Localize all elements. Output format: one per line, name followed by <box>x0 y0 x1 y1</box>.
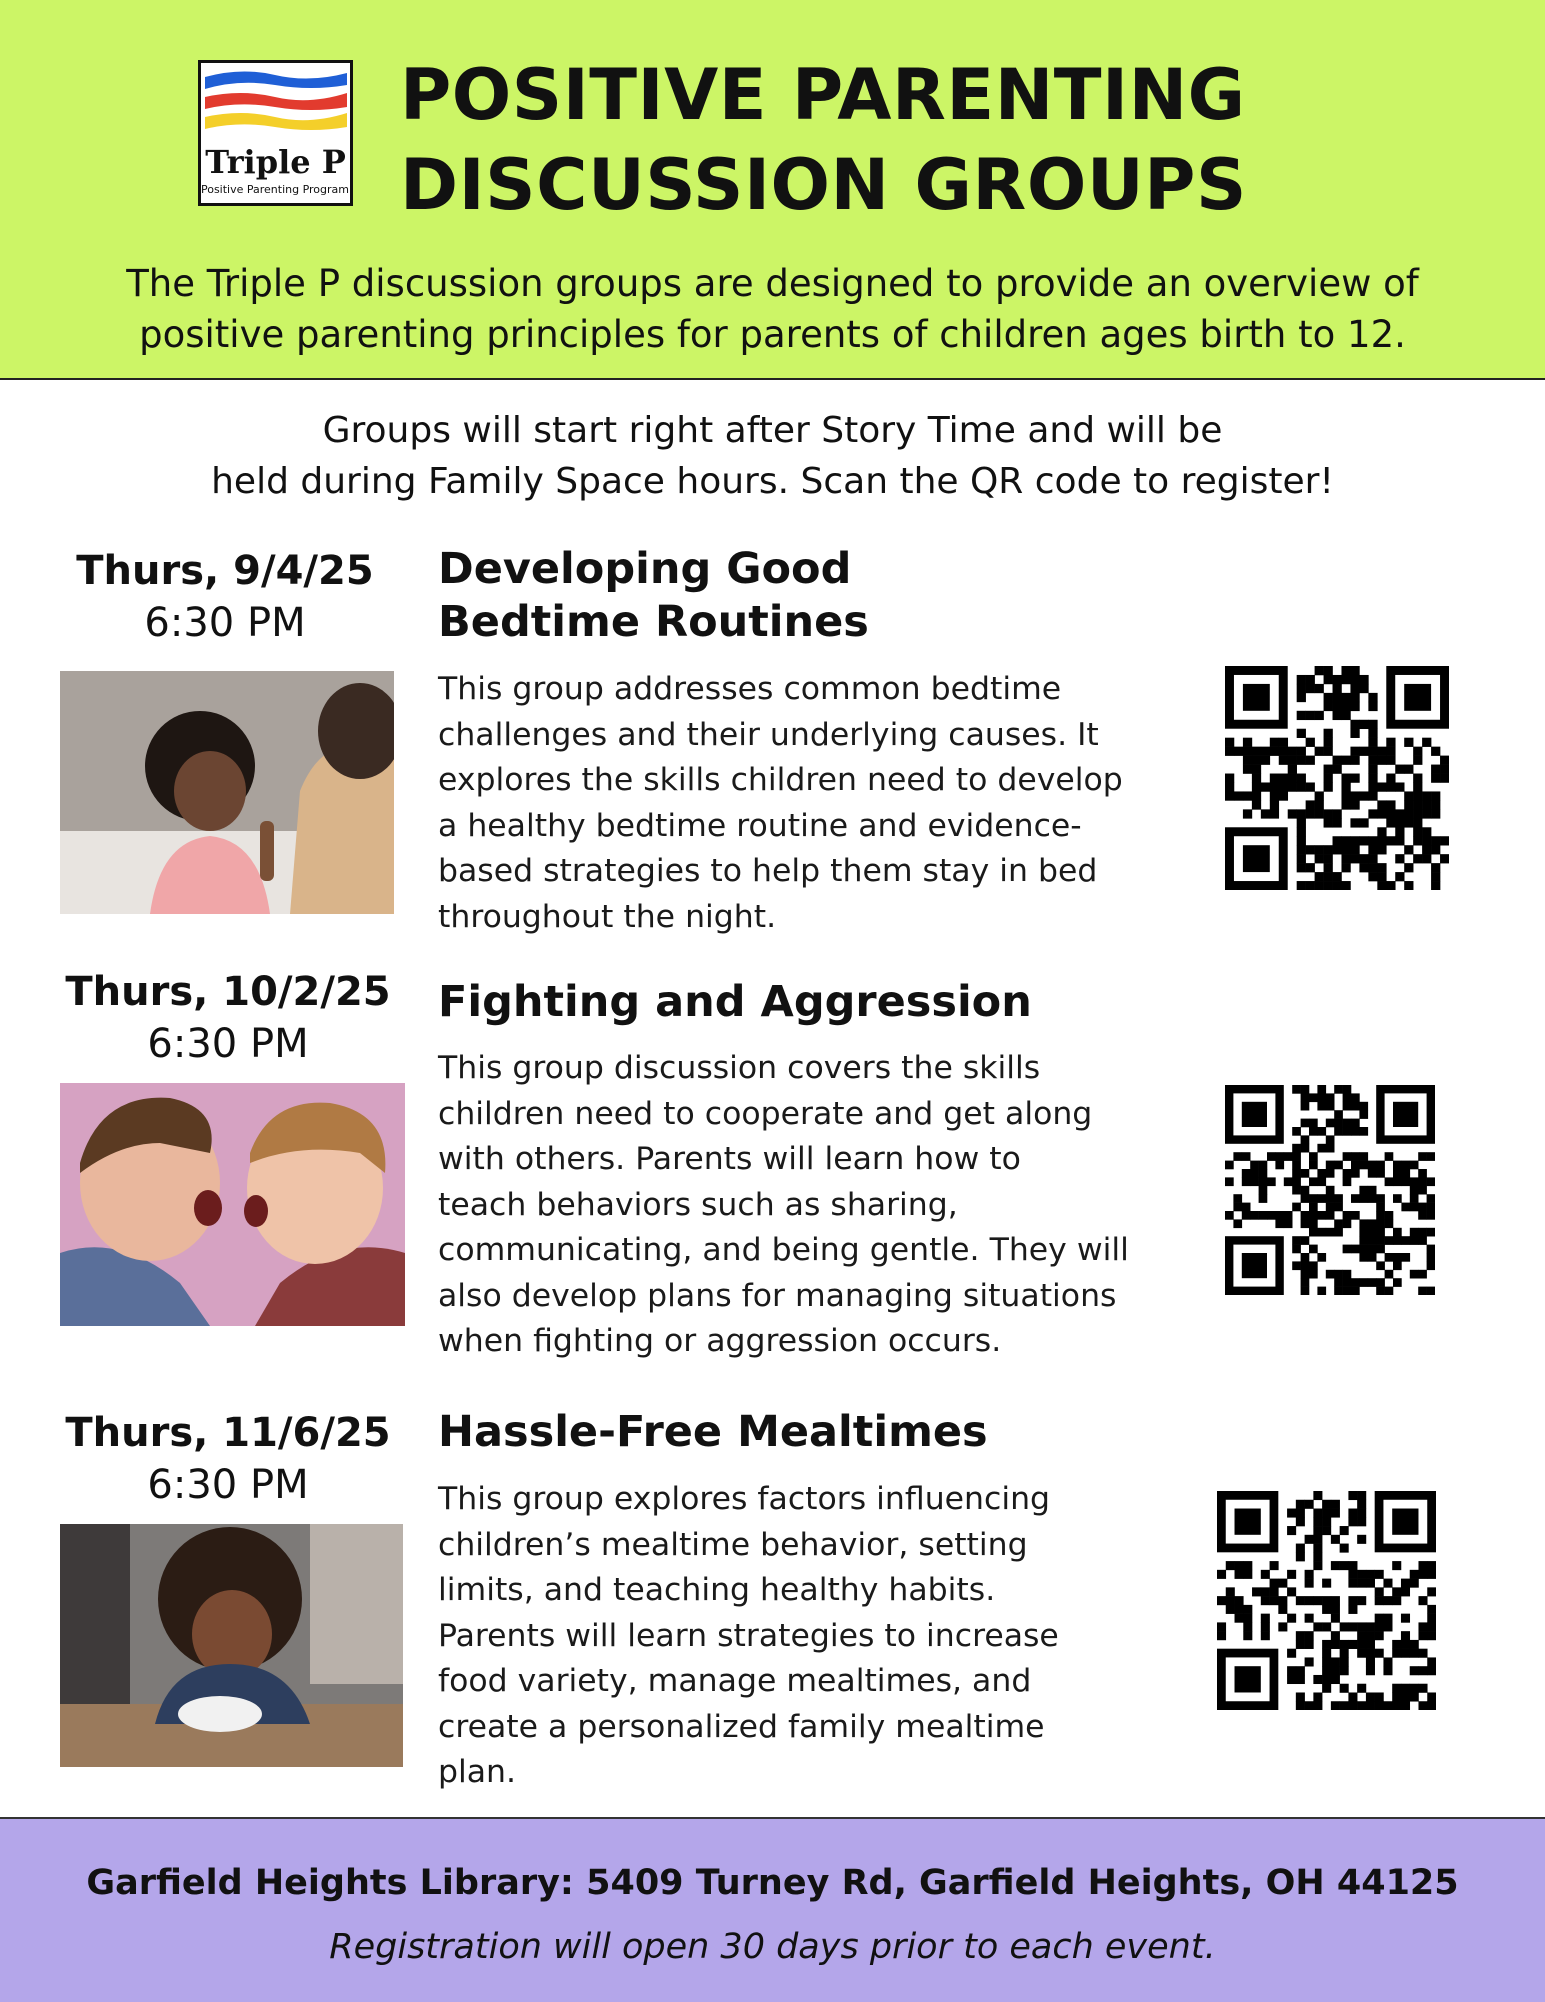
event-1-time: 6:30 PM <box>144 600 306 646</box>
event-2-desc-line-6: also develop plans for managing situations <box>438 1277 1117 1314</box>
event-1-description <box>438 667 1198 940</box>
subintro-line-1: Groups will start right after Story Time and will be <box>322 410 1223 451</box>
event-3-date: Thurs, 11/6/25 <box>65 1410 391 1456</box>
event-3-desc-line-2: children’s mealtime behavior, setting <box>438 1526 1028 1563</box>
bedtime-photo <box>60 671 394 914</box>
event-1-title <box>438 543 1158 649</box>
event-3-desc-line-1: This group explores factors influencing <box>438 1481 1051 1517</box>
event-2-title-line-1: Fighting and Aggression <box>438 977 1032 1027</box>
event-2-desc-line-7: when fighting or aggression occurs. <box>438 1323 1002 1359</box>
triple-p-logo <box>198 60 353 206</box>
page-title <box>400 50 1500 230</box>
event-2-date: Thurs, 10/2/25 <box>65 969 391 1015</box>
mealtime-photo <box>60 1524 403 1767</box>
event-3-title <box>438 1406 1158 1459</box>
event-3-desc-line-6: create a personalized family mealtime <box>438 1708 1045 1745</box>
event-3-desc-line-4: Parents will learn strategies to increase <box>438 1617 1059 1654</box>
event-2-time: 6:30 PM <box>147 1021 309 1067</box>
event-1-qr-code-icon[interactable] <box>1225 666 1449 890</box>
event-3-desc-line-7: plan. <box>438 1754 517 1790</box>
event-2-title <box>438 976 1158 1029</box>
event-1-desc-line-2: challenges and their underlying causes. It <box>438 716 1099 753</box>
registration-instructions <box>60 405 1485 507</box>
title-line-1: POSITIVE PARENTING <box>400 54 1246 136</box>
event-1-desc-line-4: a healthy bedtime routine and evidence- <box>438 807 1082 844</box>
event-1-desc-line-3: explores the skills children need to develop <box>438 762 1123 798</box>
event-1-date: Thurs, 9/4/25 <box>76 548 374 594</box>
event-2-datetime <box>28 966 428 1070</box>
logo-stripes-icon <box>201 63 350 143</box>
event-2-desc-line-3: with others. Parents will learn how to <box>438 1141 1021 1177</box>
event-3-time: 6:30 PM <box>147 1462 309 1508</box>
logo-name: Triple P <box>205 143 346 181</box>
header-banner <box>0 0 1545 380</box>
intro-line-2: positive parenting principles for parents of children ages birth to 12. <box>139 313 1406 356</box>
event-3-desc-line-5: food variety, manage mealtimes, and <box>438 1663 1032 1699</box>
event-3-qr-code-icon[interactable] <box>1217 1491 1436 1710</box>
library-address: Garfield Heights Library: 5409 Turney Rd, Garfield Heights, OH 44125 <box>86 1863 1459 1903</box>
event-1-datetime <box>25 545 425 649</box>
event-3-datetime <box>28 1407 428 1511</box>
event-3-title-line-1: Hassle-Free Mealtimes <box>438 1407 988 1457</box>
event-1-desc-line-1: This group addresses common bedtime <box>438 671 1062 707</box>
event-2-description <box>438 1046 1198 1365</box>
fighting-photo <box>60 1083 405 1326</box>
footer-banner <box>0 1817 1545 2002</box>
event-3-desc-line-3: limits, and teaching healthy habits. <box>438 1572 996 1608</box>
event-2-qr-code-icon[interactable] <box>1225 1085 1435 1295</box>
event-2-desc-line-5: communicating, and being gentle. They will <box>438 1232 1129 1268</box>
event-2-desc-line-4: teach behaviors such as sharing, <box>438 1186 958 1223</box>
logo-tagline: Positive Parenting Program <box>200 183 350 196</box>
event-1-desc-line-6: throughout the night. <box>438 898 777 935</box>
event-1-desc-line-5: based strategies to help them stay in bed <box>438 853 1098 889</box>
subintro-line-2: held during Family Space hours. Scan the QR code to register! <box>211 461 1334 502</box>
intro-line-1: The Triple P discussion groups are designed to provide an overview of <box>126 262 1419 305</box>
event-1-title-line-1: Developing Good <box>438 544 852 594</box>
event-2-desc-line-1: This group discussion covers the skills <box>438 1050 1041 1086</box>
event-1-title-line-2: Bedtime Routines <box>438 597 869 647</box>
intro-text <box>60 258 1485 360</box>
title-line-2: DISCUSSION GROUPS <box>400 144 1247 226</box>
event-2-desc-line-2: children need to cooperate and get along <box>438 1095 1093 1132</box>
event-3-description <box>438 1477 1198 1796</box>
registration-note: Registration will open 30 days prior to each event. <box>329 1927 1216 1967</box>
